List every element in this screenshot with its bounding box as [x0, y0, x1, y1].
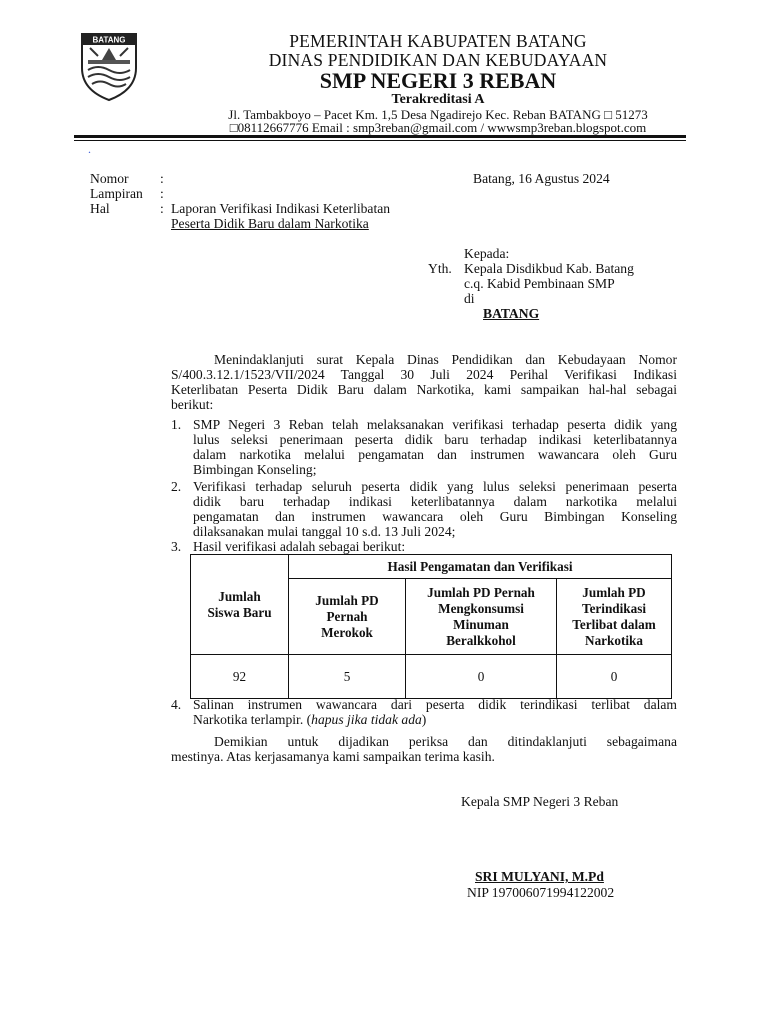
list-item-number: 3. [171, 539, 182, 554]
list-item-line: pengamatan dan instrumen wawancara oleh Guru Bimbingan Konseling [193, 509, 677, 524]
hal-subject-line1: Laporan Verifikasi Indikasi Keterlibatan [171, 201, 391, 216]
logo-text: BATANG [92, 35, 126, 45]
signatory-nip: NIP 197006071994122002 [467, 885, 615, 900]
list-item-line: dalam narkotika melalui pengamatan dan instrumen wawancara oleh Guru [193, 447, 677, 462]
results-table [190, 554, 672, 698]
header-narkotika: Jumlah PD Terindikasi Terlibat dalam Narkotika [557, 579, 672, 655]
intro-line: Keterlibatan Peserta Didik Baru dalam Narkotika, kami sampaikan hal-hal sebagai [171, 382, 677, 397]
list-item-line: lulus seleksi penerimaan peserta didik baru terhadap indikasi keterlibatannya [193, 432, 677, 447]
contact-info: □08112667776 Email : smp3reban@gmail.com / wwwsmp3reban.blogspot.com [229, 120, 647, 135]
recipient-city: BATANG [483, 306, 540, 321]
intro-line: Menindaklanjuti surat Kepala Dinas Pendidikan dan Kebudayaan Nomor [214, 352, 677, 367]
list-item-line: Verifikasi terhadap seluruh peserta didik yang lulus seleksi penerimaan peserta [193, 479, 677, 494]
address: Jl. Tambakboyo – Pacet Km. 1,5 Desa Ngadirejo Kec. Reban BATANG □ 51273 [228, 107, 648, 122]
lampiran-label: Lampiran [90, 186, 143, 201]
header-merokok: Jumlah PD Pernah Merokok [289, 579, 406, 655]
hal-subject-line2: Peserta Didik Baru dalam Narkotika [171, 216, 369, 231]
list-item-number: 1. [171, 417, 182, 432]
hal-label: Hal [90, 201, 110, 216]
nomor-label: Nomor [90, 171, 129, 186]
list-item-line: Narkotika terlampir. (hapus jika tidak ada) [193, 712, 427, 727]
list-item-number: 4. [171, 697, 182, 712]
list-item-line: Salinan instrumen wawancara dari peserta didik terindikasi terlibat dalam [193, 697, 677, 712]
cell-merokok: 5 [289, 655, 406, 699]
cell-narkotika: 0 [557, 655, 672, 699]
closing-line: mestinya. Atas kerjasamanya kami sampaikan terima kasih. [171, 749, 495, 764]
recipient-di: di [464, 291, 475, 306]
list-item-line: SMP Negeri 3 Reban telah melaksanakan verifikasi terhadap peserta didik yang [193, 417, 677, 432]
header-siswa-baru: Jumlah Siswa Baru [191, 555, 289, 655]
place-date: Batang, 16 Agustus 2024 [473, 171, 610, 186]
govt-title: PEMERINTAH KABUPATEN BATANG [289, 31, 587, 51]
table-row [191, 655, 672, 699]
list-item-line: didik baru terhadap indikasi keterlibatannya dalam narkotika melalui [193, 494, 677, 509]
school-name: SMP NEGERI 3 REBAN [319, 68, 557, 93]
recipient-line1: Kepala Disdikbud Kab. Batang [464, 261, 634, 276]
italic-note: hapus jika tidak ada [311, 712, 422, 727]
signature-title: Kepala SMP Negeri 3 Reban [461, 794, 619, 809]
letterhead-thick-rule [74, 135, 686, 138]
list-item-number: 2. [171, 479, 182, 494]
regency-logo [78, 30, 140, 102]
accreditation: Terakreditasi A [391, 92, 485, 107]
cell-alkohol: 0 [406, 655, 557, 699]
recipient-yth: Yth. [428, 261, 452, 276]
recipient-kepada: Kepada: [464, 246, 510, 261]
header-group-hasil: Hasil Pengamatan dan Verifikasi [289, 555, 672, 579]
signatory-name: SRI MULYANI, M.Pd [475, 869, 604, 884]
letterhead-thin-rule [74, 140, 686, 141]
agency-title: DINAS PENDIDIKAN DAN KEBUDAYAAN [268, 50, 608, 70]
list-item-line: Bimbingan Konseling; [193, 462, 317, 477]
nomor-sep: : [160, 171, 164, 186]
stray-mark: . [88, 142, 91, 156]
list-item-line: dilaksanakan mulai tanggal 10 s.d. 13 Juli 2024; [193, 524, 456, 539]
closing-line: Demikian untuk dijadikan periksa dan ditindaklanjuti sebagaimana [214, 734, 677, 749]
intro-line: berikut: [171, 397, 214, 412]
intro-line: S/400.3.12.1/1523/VII/2024 Tanggal 30 Juli 2024 Perihal Verifikasi Indikasi [171, 367, 677, 382]
hal-sep: : [160, 201, 164, 216]
recipient-line2: c.q. Kabid Pembinaan SMP [464, 276, 615, 291]
list-item-line: Hasil verifikasi adalah sebagai berikut: [193, 539, 406, 554]
lampiran-sep: : [160, 186, 164, 201]
header-alkohol: Jumlah PD Pernah Mengkonsumsi Minuman Beralkkohol [406, 579, 557, 655]
cell-siswa-baru: 92 [191, 655, 289, 699]
